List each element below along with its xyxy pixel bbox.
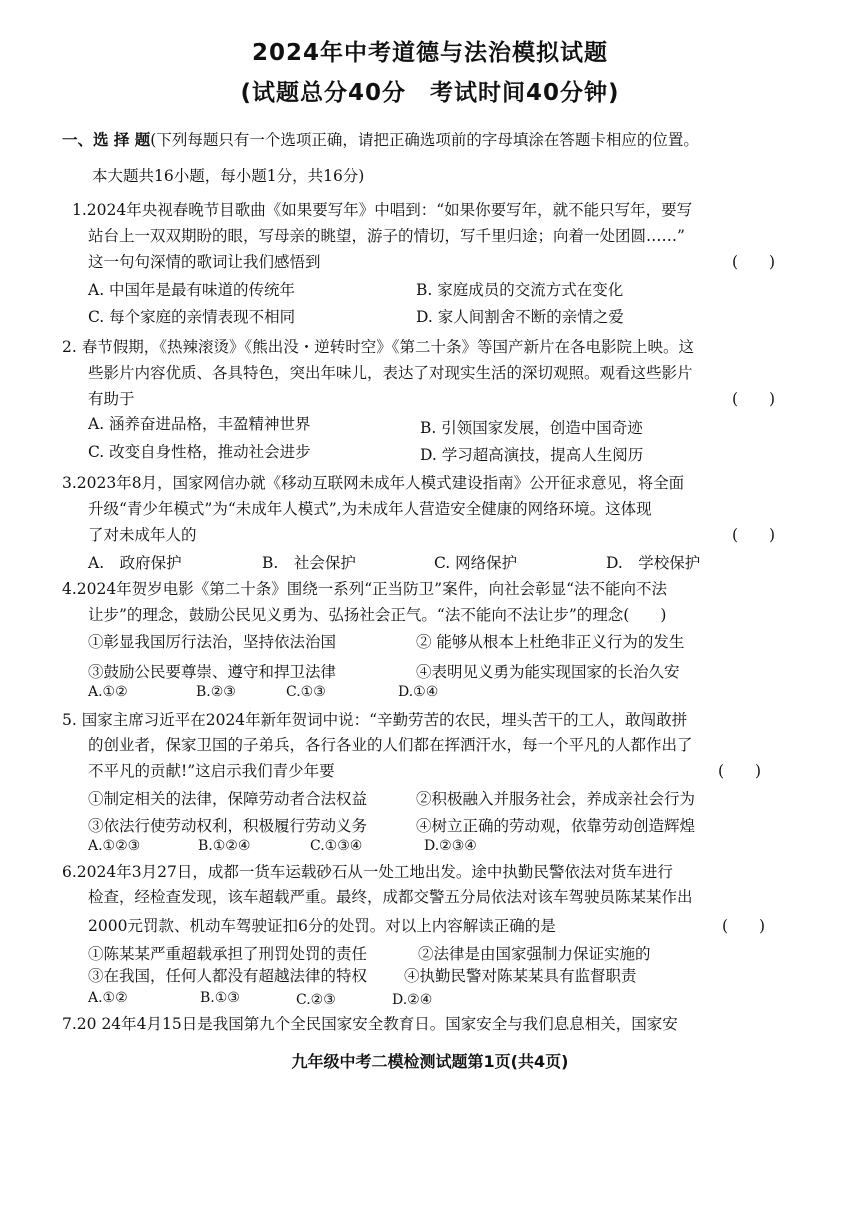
q4-statement-2: ② 能够从根本上杜绝非正义行为的发生 (416, 633, 685, 651)
q5-line2: 的创业者，保家卫国的子弟兵，各行各业的人们都在挥洒汗水，每一个平凡的人都作出了 (88, 736, 693, 754)
q4-option-c: C.①③ (286, 684, 326, 700)
q1-option-b: B. 家庭成员的交流方式在变化 (416, 281, 624, 299)
q6-line2: 检查，经检查发现，该车超载严重。最终，成都交警五分局依法对该车驾驶员陈某某作出 (88, 888, 693, 906)
q5-option-c: C.①③④ (310, 838, 363, 854)
q1-line1: 1.2024年央视春晚节目歌曲《如果要写年》中唱到：“如果你要写年，就不能只写年，要写 (72, 201, 693, 219)
q1-option-a: A. 中国年是最有味道的传统年 (88, 281, 296, 299)
answer-bracket: ( ) (732, 526, 776, 544)
section-heading-row (62, 130, 699, 150)
q5-option-a: A.①②③ (88, 838, 141, 854)
q4-option-a: A.①② (88, 684, 128, 700)
q6-statement-4: ④执勤民警对陈某某具有监督职责 (404, 967, 637, 985)
q6-statement-2: ②法律是由国家强制力保证实施的 (418, 945, 651, 963)
q4-statement-4: ④表明见义勇为能实现国家的长治久安 (416, 663, 680, 681)
q3-line3: 了对未成年人的 (88, 526, 197, 544)
q5-statement-1: ①制定相关的法律，保障劳动者合法权益 (88, 790, 368, 808)
answer-bracket: ( ) (722, 917, 766, 935)
q4-statement-1: ①彰显我国厉行法治，坚持依法治国 (88, 633, 337, 651)
q3-line1: 3.2023年8月，国家网信办就《移动互联网未成年人模式建设指南》公开征求意见，将全面 (62, 474, 685, 492)
q4-statement-3: ③鼓励公民要尊崇、遵守和捍卫法律 (88, 663, 337, 681)
q5-option-d: D.②③④ (424, 838, 477, 854)
q7-line1: 7.20 24年4月15日是我国第九个全民国家安全教育日。国家安全与我们息息相关，国家安 (62, 1015, 678, 1033)
q2-line2: 些影片内容优质、各具特色，突出年味儿，表达了对现实生活的深切观照。观看这些影片 (88, 364, 693, 382)
page-title: 2024年中考道德与法治模拟试题 (251, 40, 608, 66)
q3-option-d: D. 学校保护 (606, 554, 701, 572)
q4-option-b: B.②③ (196, 684, 236, 700)
q6-option-c: C.②③ (296, 992, 336, 1008)
q1-option-d: D. 家人间割舍不断的亲情之爱 (416, 308, 624, 326)
q6-option-b: B.①③ (200, 990, 240, 1006)
q2-option-c: C. 改变自身性格，推动社会进步 (88, 443, 311, 461)
q3-option-a: A. 政府保护 (88, 554, 182, 572)
q2-line3: 有助于 (88, 390, 135, 408)
q5-statement-3: ③依法行使劳动权利，积极履行劳动义务 (88, 817, 368, 835)
answer-bracket: ( ) (732, 253, 776, 271)
q4-line2: 让步”的理念，鼓励公民见义勇为、弘扬社会正气。“法不能向不法让步”的理念( ) (88, 606, 667, 624)
q5-option-b: B.①②④ (198, 838, 251, 854)
q1-option-c: C. 每个家庭的亲情表现不相同 (88, 308, 296, 326)
q2-line1: 2. 春节假期，《热辣滚烫》《熊出没・逆转时空》《第二十条》等国产新片在各电影院上映。这 (62, 338, 694, 356)
q6-option-a: A.①② (88, 990, 128, 1006)
q3-option-c: C. 网络保护 (434, 554, 518, 572)
q4-line1: 4.2024年贺岁电影《第二十条》围绕一系列“正当防卫”案件，向社会彰显“法不能向不法 (62, 580, 668, 598)
q3-option-b: B. 社会保护 (262, 554, 356, 572)
answer-bracket: ( ) (732, 390, 776, 408)
q5-statement-2: ②积极融入并服务社会，养成亲社会行为 (416, 790, 696, 808)
page-subtitle: (试题总分40分 考试时间40分钟) (240, 80, 620, 106)
page-footer: 九年级中考二模检测试题第1页(共4页) (291, 1052, 569, 1071)
section-instruction: (下列每题只有一个选项正确，请把正确选项前的字母填涂在答题卡相应的位置。 (150, 131, 699, 149)
q4-option-d: D.①④ (398, 684, 439, 700)
section-note: 本大题共16小题，每小题1分，共16分) (92, 167, 365, 185)
q5-line3: 不平凡的贡献!”这启示我们青少年要 (88, 762, 335, 780)
q6-option-d: D.②④ (392, 992, 433, 1008)
q3-line2: 升级“青少年模式”为“未成年人模式”,为未成年人营造安全健康的网络环境。这体现 (88, 500, 652, 518)
q5-statement-4: ④树立正确的劳动观，依靠劳动创造辉煌 (416, 817, 696, 835)
q6-statement-1: ①陈某某严重超载承担了刑罚处罚的责任 (88, 945, 368, 963)
q1-line3: 这一句句深情的歌词让我们感悟到 (88, 253, 321, 271)
q6-statement-3: ③在我国，任何人都没有超越法律的特权 (88, 967, 368, 985)
q2-option-b: B. 引领国家发展，创造中国奇迹 (420, 419, 643, 437)
q6-line3: 2000元罚款、机动车驾驶证扣6分的处罚。对以上内容解读正确的是 (88, 917, 556, 935)
answer-bracket: ( ) (718, 762, 762, 780)
q6-line1: 6.2024年3月27日，成都一货车运载砂石从一处工地出发。途中执勤民警依法对货车进行 (62, 863, 673, 881)
q2-option-d: D. 学习超高演技，提高人生阅历 (420, 446, 644, 464)
section-heading: 一、选 择 题 (62, 131, 151, 149)
q5-line1: 5. 国家主席习近平在2024年新年贺词中说：“辛勤劳苦的农民，埋头苦干的工人，敢闯敢拼 (62, 711, 688, 729)
q1-line2: 站台上一双双期盼的眼，写母亲的眺望，游子的情切，写千里归途；向着一处团圆……” (88, 227, 685, 245)
q2-option-a: A. 涵养奋进品格，丰盈精神世界 (88, 415, 311, 433)
